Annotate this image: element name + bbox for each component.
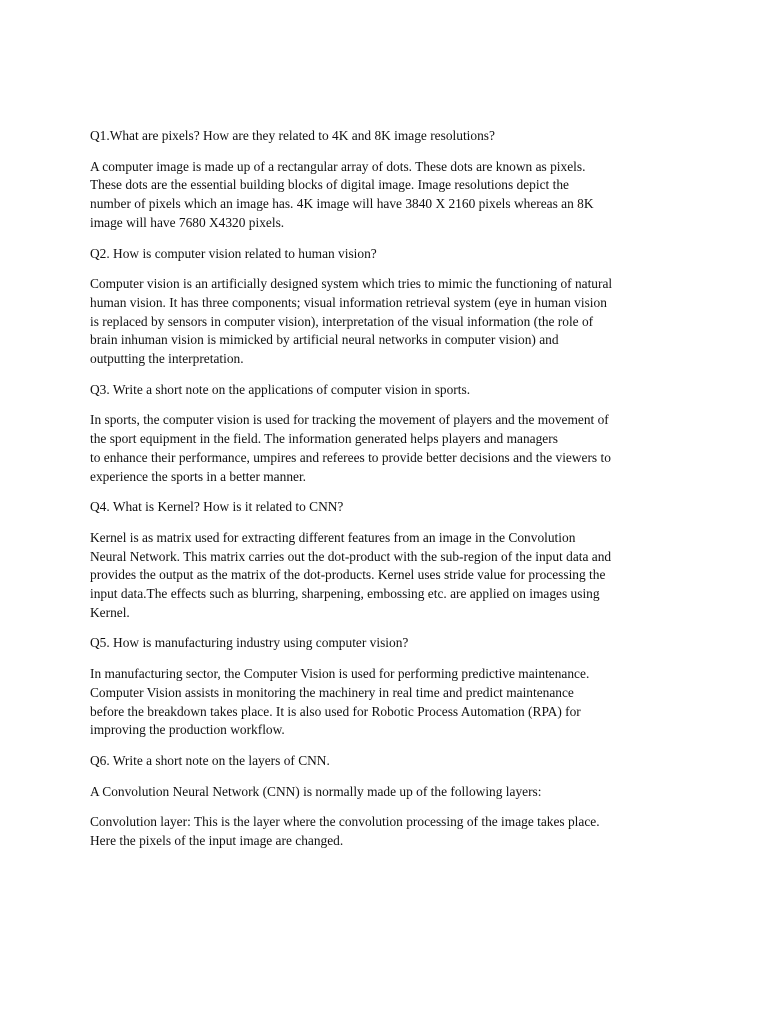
question-heading: Q4. What is Kernel? How is it related to CNN? (90, 499, 344, 515)
answer-line: Computer Vision assists in monitoring the machinery in real time and predict maintenance (90, 684, 574, 700)
answer-line: number of pixels which an image has. 4K image will have 3840 X 2160 pixels whereas an 8K (90, 196, 594, 212)
answer-paragraph (90, 783, 684, 802)
question-heading: Q5. How is manufacturing industry using computer vision? (90, 635, 409, 651)
paragraph-line: Convolution layer: This is the layer where the convolution processing of the image takes place. (90, 814, 600, 830)
question-heading: Q1.What are pixels? How are they related to 4K and 8K image resolutions? (90, 128, 495, 143)
answer-line: the sport equipment in the field. The information generated helps players and managers (90, 431, 558, 447)
answer-paragraph (90, 411, 684, 486)
answer-line: provides the output as the matrix of the dot-products. Kernel uses stride value for processing the (90, 567, 606, 583)
question-heading: Q6. Write a short note on the layers of CNN. (90, 752, 330, 768)
paragraph-line: Here the pixels of the input image are changed. (90, 833, 344, 849)
answer-line: before the breakdown takes place. It is also used for Robotic Process Automation (RPA) for (90, 703, 581, 719)
answer-line: Neural Network. This matrix carries out the dot-product with the sub-region of the input data and (90, 548, 612, 564)
answer-line: improving the production workflow. (90, 722, 285, 738)
answer-line: Kernel. (90, 604, 130, 620)
answer-paragraph (90, 529, 684, 623)
answer-line: input data.The effects such as blurring, sharpening, embossing etc. are applied on images using (90, 586, 600, 602)
trailing-paragraph (90, 813, 684, 850)
answer-line: outputting the interpretation. (90, 351, 244, 367)
answer-paragraph (90, 275, 684, 369)
answer-line: Computer vision is an artificially designed system which tries to mimic the functioning of natural (90, 276, 613, 292)
answer-line: image will have 7680 X4320 pixels. (90, 214, 285, 230)
document-body (90, 127, 684, 863)
answer-line: A Convolution Neural Network (CNN) is normally made up of the following layers: (90, 783, 542, 799)
answer-line: experience the sports in a better manner. (90, 468, 307, 484)
answer-line: A computer image is made up of a rectangular array of dots. These dots are known as pixels. (90, 158, 586, 174)
answer-line: is replaced by sensors in computer vision), interpretation of the visual information (the role of (90, 313, 594, 329)
question-heading: Q3. Write a short note on the applications of computer vision in sports. (90, 381, 471, 397)
answer-paragraph (90, 158, 684, 233)
answer-line: These dots are the essential building blocks of digital image. Image resolutions depict the (90, 177, 569, 193)
answer-line: In manufacturing sector, the Computer Vision is used for performing predictive maintenance. (90, 666, 590, 682)
answer-line: to enhance their performance, umpires and referees to provide better decisions and the viewers to (90, 449, 611, 465)
answer-line: human vision. It has three components; visual information retrieval system (eye in human vision (90, 294, 607, 310)
answer-line: brain inhuman vision is mimicked by artificial neural networks in computer vision) and (90, 332, 559, 348)
answer-line: In sports, the computer vision is used for tracking the movement of players and the movement of (90, 412, 609, 428)
question-heading: Q2. How is computer vision related to human vision? (90, 245, 377, 261)
answer-paragraph (90, 665, 684, 740)
answer-line: Kernel is as matrix used for extracting different features from an image in the Convolution (90, 529, 576, 545)
